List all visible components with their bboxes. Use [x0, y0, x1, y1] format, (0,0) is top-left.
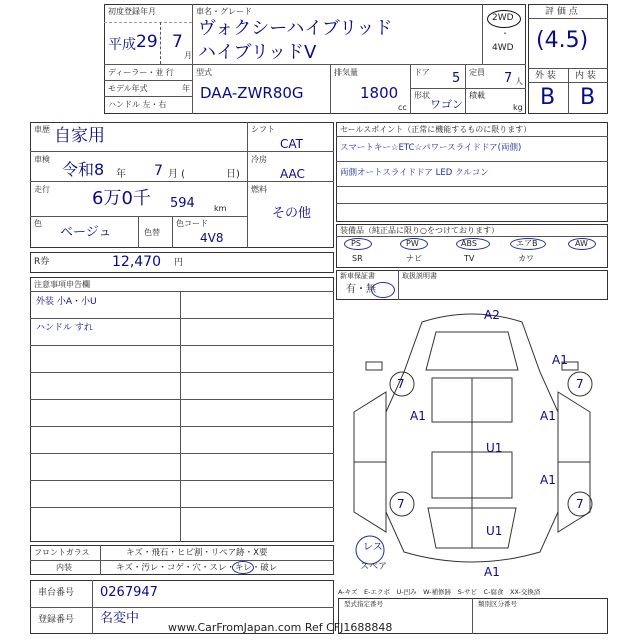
capacity-label: 定員	[469, 68, 485, 77]
first-reg-label: 初度登録年月	[108, 7, 156, 16]
mileage-label: 走行	[34, 185, 50, 194]
shape: ワゴン	[430, 98, 463, 111]
equip-airbag: エアB	[516, 239, 538, 248]
grade-name: ハイブリッドV	[198, 42, 317, 63]
equip-leather: カワ	[518, 254, 534, 263]
type-code: DAA-ZWR80G	[200, 84, 304, 102]
door-label: ドア	[414, 68, 430, 77]
color-value: ベージュ	[60, 225, 112, 240]
inspection-year-unit: 年	[116, 169, 126, 180]
mark-rear: A1	[484, 565, 500, 579]
interior-cond-value: キズ・汚レ・コゲ・穴・スレ・キレ・破レ	[116, 563, 278, 573]
windshield-label: フロントガラス	[34, 548, 90, 557]
mileage: 6万0千	[92, 188, 151, 209]
shape-label: 形状	[414, 91, 430, 100]
mark-right-side: A1	[540, 409, 556, 423]
aircon-value: AAC	[280, 167, 305, 181]
mark-right-rear-side: A1	[540, 473, 556, 487]
notes-box	[30, 277, 334, 542]
color-code: 4V8	[200, 231, 224, 245]
capacity: 7	[504, 71, 513, 86]
fuel-label: 燃料	[251, 185, 267, 194]
grade-label: 評 価 点	[545, 7, 578, 17]
model-year-label: モデル年式	[108, 84, 148, 93]
inspection-label: 車検	[34, 155, 50, 164]
manual-label: 取扱説明書	[402, 272, 437, 280]
mark-right-front-upper: A1	[552, 353, 568, 367]
month-unit: 月	[184, 51, 192, 60]
capacity-unit: 人	[515, 77, 523, 86]
warranty-label: 新車保証書	[340, 272, 375, 280]
sales-points-line2: 両側オートスライドドア LED クルコン	[340, 168, 489, 178]
year: 29	[136, 32, 158, 52]
sales-points-label: セールスポイント（正常に機能するものに限ります）	[340, 125, 532, 134]
doors: 5	[452, 71, 461, 86]
use-label: 車歴	[34, 125, 50, 134]
handle-label: ハンドル 左・右	[108, 100, 167, 109]
interior-cond-label: 内装	[56, 563, 72, 572]
displacement: 1800	[360, 84, 399, 102]
recycle-unit: 円	[174, 258, 184, 268]
notes-label: 注意事項申告欄	[34, 280, 90, 289]
spare-label: スペア	[360, 562, 388, 572]
sales-points-line1: スマートキー☆ETC☆パワースライドドア(両側)	[340, 143, 522, 153]
notes-line1: 外装 小A・小U	[36, 297, 97, 307]
shift-value: CAT	[280, 137, 303, 151]
watermark: www.CarFromJapan.com Ref CFJ1688848	[168, 621, 393, 634]
spare-mark: レス	[363, 542, 383, 553]
era: 平成	[108, 37, 136, 53]
type-label: 型式	[196, 68, 212, 77]
shift-label: シフト	[251, 125, 275, 134]
footer-label-2: 類別区分番号	[478, 600, 517, 608]
mark-front: A2	[484, 308, 500, 322]
mark-left-front-wheel: 7	[397, 377, 405, 391]
color-label: 色	[34, 219, 42, 228]
month: 7	[172, 32, 183, 52]
interior-scuff-circle	[232, 561, 254, 574]
warranty-value: 有・無	[346, 284, 376, 295]
displacement-unit: cc	[398, 103, 407, 112]
windshield-value: キズ・飛石・ヒビ割・リペア跡・X要	[126, 548, 268, 558]
exterior-grade: B	[540, 85, 556, 110]
equip-tv: TV	[464, 254, 475, 263]
model-name: ヴォクシーハイブリッド	[198, 18, 393, 39]
equip-sr: SR	[352, 254, 363, 263]
inspection-month-unit: 月 (	[168, 169, 186, 180]
legend: A-キズ E-エクボ U-凹み W-補修跡 S-サビ C-腐食 XX-交換済	[338, 588, 541, 596]
mark-right-front-wheel: 7	[576, 377, 584, 391]
mark-left-rear-wheel: 7	[397, 497, 405, 511]
mark-roof-rear: U1	[486, 524, 503, 538]
color-code-label: 色コード	[176, 219, 208, 228]
displacement-label: 排気量	[334, 68, 358, 77]
load-unit: kg	[513, 103, 523, 112]
use-value: 自家用	[54, 126, 105, 146]
equip-pw: PW	[406, 239, 419, 248]
equip-navi: ナビ	[406, 254, 422, 263]
load-label: 積載	[469, 91, 485, 100]
footer-label-1: 型式指定番号	[344, 600, 383, 608]
equip-aw: AW	[575, 239, 588, 248]
notes-line2: ハンドル すれ	[36, 323, 93, 333]
aircon-label: 冷房	[251, 155, 267, 164]
mark-left-side: A1	[410, 409, 426, 423]
equip-ps: PS	[351, 239, 361, 248]
model-year-unit: 年	[182, 84, 190, 93]
recycle-label: R券	[34, 257, 50, 267]
inspection-month: 7	[154, 163, 163, 179]
drive-4wd: 4WD	[492, 43, 514, 53]
interior-label: 内 装	[575, 71, 596, 81]
mileage-sub: 594	[170, 196, 195, 211]
warranty-none-circle	[371, 282, 395, 298]
grade-score: (4.5)	[536, 28, 589, 53]
interior-grade: B	[580, 85, 596, 110]
mark-right-rear-wheel: 7	[576, 497, 584, 511]
model-name-label: 車名・グレード	[196, 7, 252, 16]
mileage-unit: km	[214, 204, 227, 213]
exterior-label: 外 装	[535, 71, 556, 81]
inspection-era: 令和8	[62, 160, 105, 179]
reg-value: 名変中	[100, 611, 140, 626]
equip-abs: ABS	[461, 239, 477, 248]
mark-roof-front: U1	[486, 441, 503, 455]
equipment-label: 装備品（純正品に限り○をつけております）	[340, 226, 499, 235]
reg-label: 登録番号	[38, 615, 75, 625]
drive-2wd: 2WD	[492, 13, 514, 23]
dealer-label: ディーラー・並 行	[108, 68, 174, 77]
color-swap-label: 色替	[144, 228, 160, 237]
chassis-value: 0267947	[100, 585, 158, 600]
inspection-day-unit: 日)	[226, 169, 240, 180]
chassis-label: 車台番号	[38, 588, 75, 598]
fuel-value: その他	[272, 206, 312, 221]
recycle-amount: 12,470	[112, 254, 161, 270]
